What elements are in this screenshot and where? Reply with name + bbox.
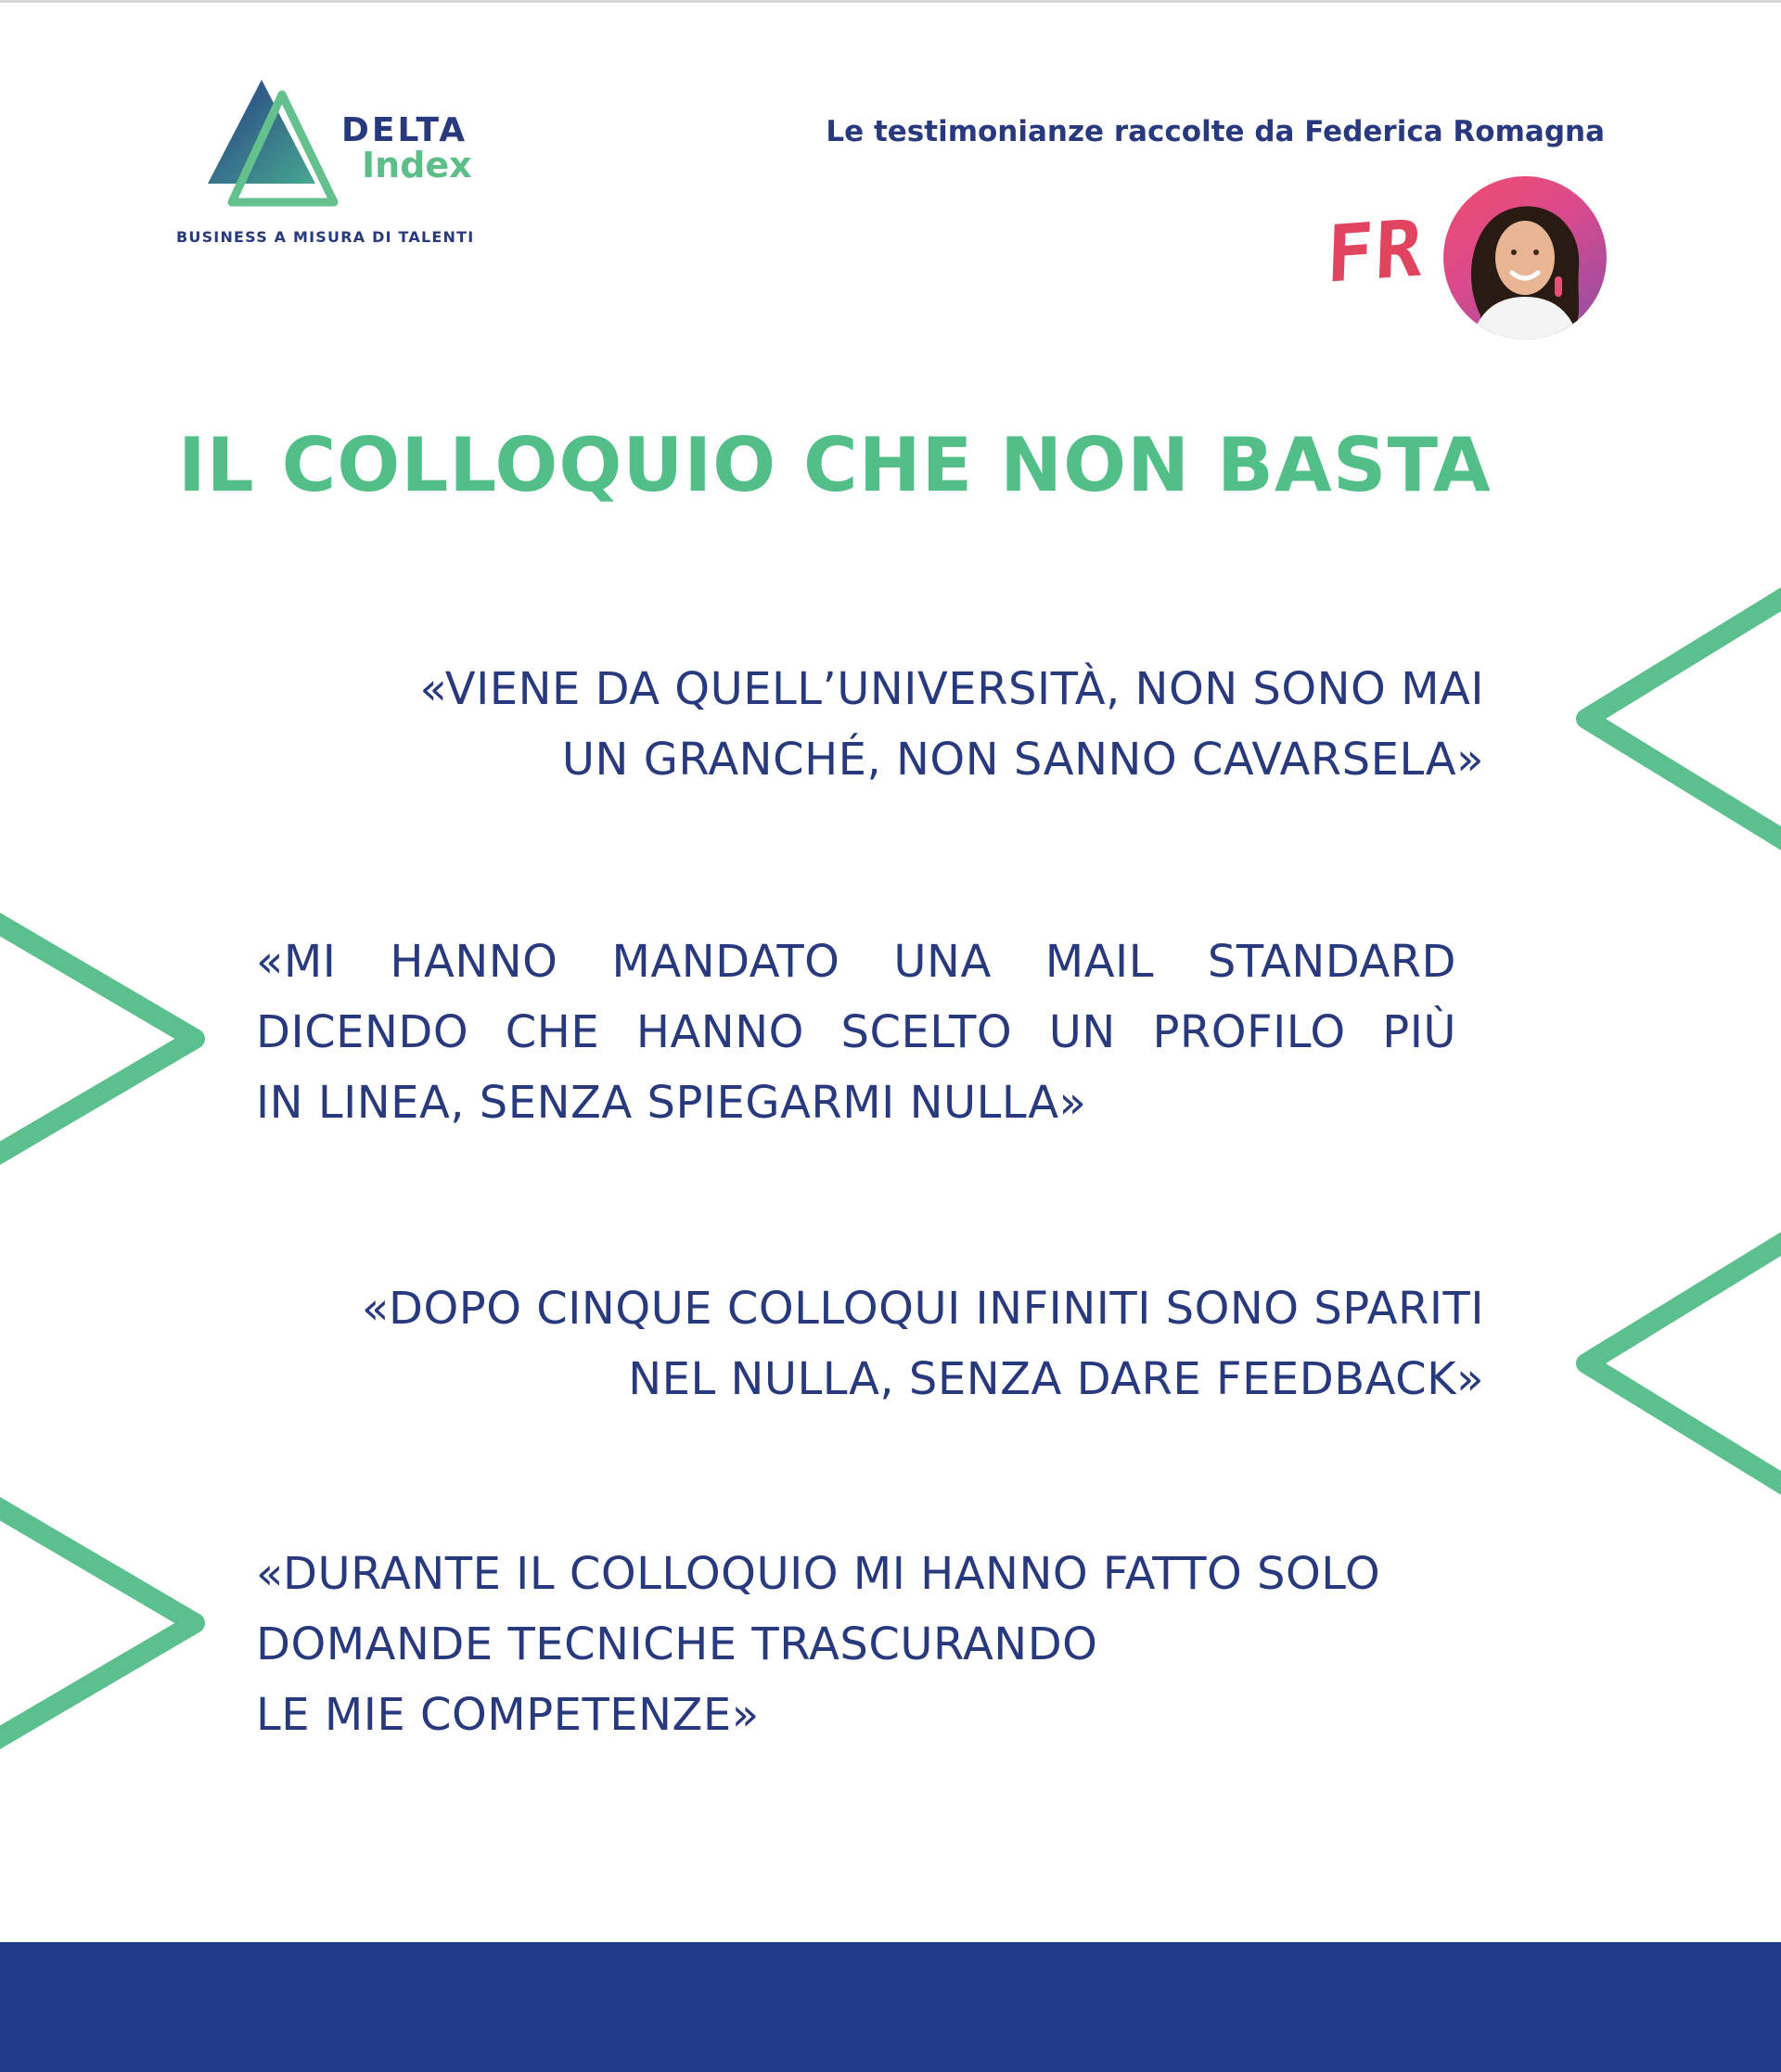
quote-line: DOMANDE TECNICHE TRASCURANDO: [256, 1618, 1098, 1670]
testimonial-quote-2: [256, 927, 1456, 1138]
person-portrait-icon: [1443, 176, 1607, 339]
logo-word-delta: DELTA: [341, 111, 468, 149]
quote-line: «MI HANNO MANDATO UNA MAIL STANDARD: [256, 936, 1456, 988]
quote-line: «VIENE DA QUELL’UNIVERSITÀ, NON SONO MAI: [419, 663, 1484, 715]
top-divider: [0, 0, 1781, 3]
quote-line: NEL NULLA, SENZA DARE FEEDBACK»: [628, 1353, 1484, 1405]
quote-line: LE MIE COMPETENZE»: [256, 1689, 760, 1741]
logo-word-index: Index: [362, 145, 472, 185]
delta-index-logo: [176, 74, 529, 260]
quote-line: «DOPO CINQUE COLLOQUI INFINITI SONO SPARITI: [362, 1283, 1484, 1335]
chevron-right-decoration-icon: [0, 904, 223, 1173]
logo-tagline: BUSINESS A MISURA DI TALENTI: [176, 228, 475, 246]
quote-line: IN LINEA, SENZA SPIEGARMI NULLA»: [256, 1077, 1087, 1129]
quote-line: DICENDO CHE HANNO SCELTO UN PROFILO PIÙ: [256, 1006, 1456, 1058]
author-avatar: [1443, 176, 1607, 339]
chevron-right-decoration-icon: [0, 1489, 223, 1758]
chevron-left-decoration-icon: [1558, 1229, 1781, 1498]
quote-line: UN GRANCHÉ, NON SANNO CAVARSELA»: [561, 734, 1484, 786]
quote-line: «DURANTE IL COLLOQUIO MI HANNO FATTO SOLO: [256, 1548, 1381, 1600]
testimonial-quote-4: [256, 1539, 1380, 1750]
page-title: IL COLLOQUIO CHE NON BASTA: [178, 422, 1492, 508]
header-caption: Le testimonianze raccolte da Federica Romagna: [826, 115, 1605, 148]
chevron-left-decoration-icon: [1558, 584, 1781, 853]
delta-triangle-icon: [204, 74, 362, 213]
author-initials: FR: [1325, 202, 1426, 301]
testimonial-quote-3: [362, 1273, 1484, 1414]
testimonial-quote-1: [420, 654, 1484, 795]
footer-band: [0, 1942, 1781, 2072]
